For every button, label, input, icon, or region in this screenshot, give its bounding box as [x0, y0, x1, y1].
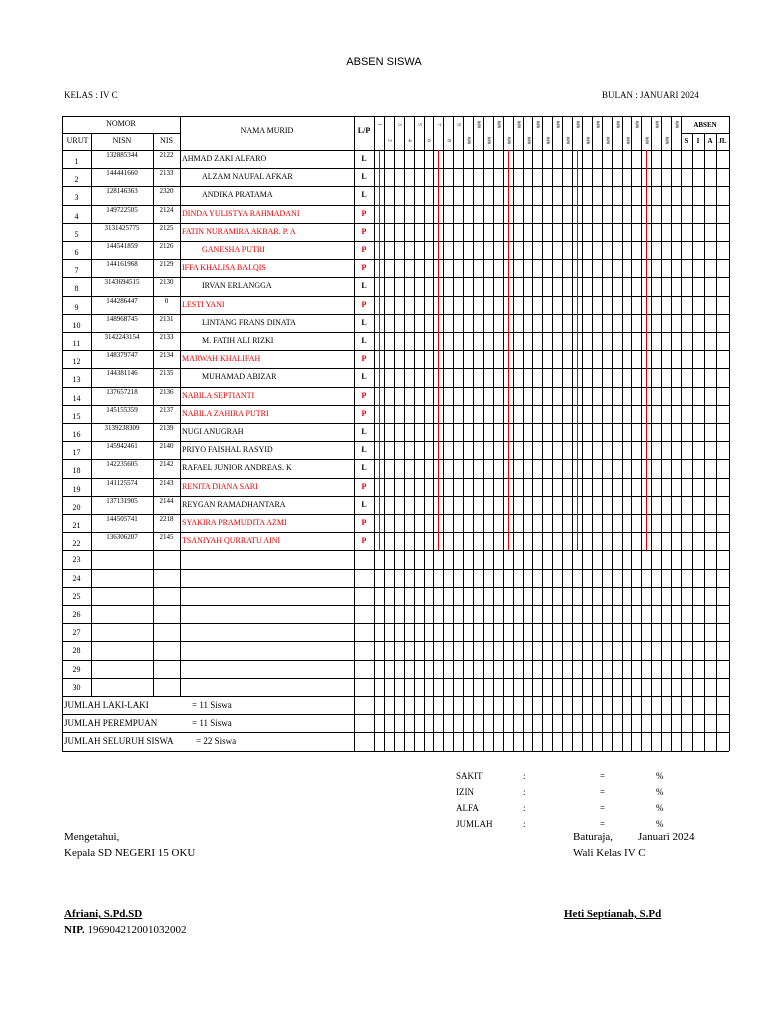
- row-nisn: 148379747: [106, 351, 138, 360]
- row-name: M. FATIH ALI RIZKI: [202, 336, 274, 345]
- day-header: ###: [653, 120, 659, 129]
- row-nisn: 3143694515: [104, 278, 140, 287]
- row-number: 12: [72, 357, 81, 367]
- row-nis: 2143: [159, 478, 174, 487]
- header-nis: NIS: [160, 136, 173, 145]
- row-gender: P: [361, 408, 367, 418]
- row-name: MARWAH KHALIFAH: [182, 354, 261, 364]
- row-number: 24: [72, 573, 81, 583]
- row-nis: 2134: [159, 351, 174, 360]
- row-number: 22: [72, 539, 81, 549]
- row-name: AHMAD ZAKI ALFARO: [182, 154, 267, 163]
- row-nis: 2131: [159, 314, 174, 323]
- row-nisn: 149722505: [106, 205, 138, 214]
- row-nis: 2130: [159, 278, 174, 287]
- row-name: NABILA SEPTIANTI: [182, 390, 255, 400]
- page-title: ABSEN SISWA: [346, 56, 422, 68]
- day-header: 6: [425, 139, 431, 142]
- day-header: ###: [614, 120, 620, 129]
- row-gender: L: [361, 172, 367, 182]
- summary-label: JUMLAH LAKI-LAKI: [64, 700, 149, 710]
- day-header: ###: [574, 120, 580, 129]
- stat-pct: %: [656, 771, 664, 781]
- row-gender: L: [361, 372, 367, 382]
- row-number: 1: [74, 157, 79, 166]
- stat-eq: =: [600, 819, 606, 829]
- stat-eq: =: [600, 803, 606, 813]
- day-header: 7: [435, 123, 441, 126]
- day-header: 5: [416, 123, 422, 126]
- row-nisn: 136306207: [106, 533, 138, 542]
- stat-colon: :: [523, 819, 526, 829]
- grid-line: [704, 133, 705, 751]
- row-nis: 2144: [159, 496, 174, 505]
- row-gender: P: [361, 481, 367, 491]
- grid-line: [729, 116, 730, 751]
- grid-line: [671, 116, 672, 751]
- grid-line: [62, 751, 729, 752]
- row-gender: L: [361, 317, 367, 327]
- grid-line: [374, 116, 375, 751]
- homeroom-name: Heti Septianah, S.Pd: [564, 908, 662, 920]
- grid-line: [404, 116, 405, 751]
- row-name: NABILA ZAHIRA PUTRI: [182, 408, 269, 418]
- row-nisn: 132885344: [106, 151, 138, 159]
- grid-line: [661, 116, 662, 751]
- header-lp: L/P: [357, 126, 371, 135]
- day-header: ###: [594, 120, 600, 129]
- row-nisn: 141125574: [106, 478, 138, 487]
- row-gender: P: [361, 263, 367, 273]
- grid-line: [542, 116, 543, 751]
- day-header: ###: [673, 120, 679, 129]
- row-nis: 2122: [159, 151, 174, 159]
- row-number: 25: [72, 591, 81, 601]
- day-header: 9: [455, 123, 461, 126]
- grid-line: [716, 133, 717, 751]
- stat-label: JUMLAH: [456, 819, 493, 829]
- weekend-marker-line: [577, 150, 578, 550]
- day-header: ###: [663, 136, 669, 145]
- row-gender: L: [361, 427, 367, 436]
- acknowledged-label: Mengetahui,: [64, 831, 120, 843]
- grid-line: [394, 116, 395, 751]
- row-name: ANDIKA PRATAMA: [202, 190, 273, 200]
- weekend-marker-line: [438, 150, 439, 550]
- row-nisn: 137131905: [106, 496, 138, 505]
- row-nisn: 144381146: [106, 369, 138, 378]
- header-i: I: [696, 137, 700, 145]
- row-gender: P: [361, 390, 367, 400]
- grid-line: [62, 623, 729, 624]
- place-label: Baturaja,: [573, 831, 614, 843]
- summary-value: = 22 Siswa: [196, 736, 237, 747]
- row-nisn: 3142243154: [104, 333, 140, 341]
- day-header: ###: [584, 136, 590, 145]
- day-header: 1: [376, 123, 382, 126]
- row-number: 3: [74, 193, 79, 203]
- principal-title: Kepala SD NEGERI 15 OKU: [64, 847, 196, 859]
- row-gender: P: [361, 536, 367, 546]
- grid-line: [62, 550, 729, 551]
- grid-line: [651, 116, 652, 751]
- row-number: 15: [72, 411, 81, 421]
- row-number: 6: [74, 248, 79, 257]
- row-nis: 2129: [159, 260, 174, 269]
- grid-line: [641, 116, 642, 751]
- row-name: RAFAEL JUNIOR ANDREAS. K: [182, 463, 292, 473]
- row-name: DINDA YULISTYA RAHMADANI: [182, 208, 300, 218]
- grid-line: [62, 133, 180, 134]
- row-name: RENITA DIANA SARI: [182, 481, 258, 491]
- day-header: ###: [465, 136, 471, 145]
- row-nis: 2133: [159, 169, 174, 178]
- row-gender: L: [361, 463, 367, 473]
- summary-value: = 11 Siswa: [192, 718, 232, 729]
- row-gender: P: [361, 299, 367, 309]
- grid-line: [483, 116, 484, 751]
- weekend-marker-line: [508, 150, 509, 550]
- principal-name: Afriani, S.Pd.SD: [64, 908, 143, 920]
- row-nis: 2125: [159, 223, 174, 232]
- row-gender: L: [361, 499, 367, 509]
- row-gender: L: [361, 154, 367, 163]
- stat-eq: =: [600, 771, 606, 781]
- grid-line: [62, 116, 729, 117]
- header-absen: ABSEN: [693, 121, 717, 129]
- grid-line: [62, 569, 729, 570]
- row-nis: 0: [164, 296, 169, 305]
- day-header: 8: [445, 139, 451, 142]
- grid-line: [62, 696, 729, 697]
- day-header: ###: [485, 136, 491, 145]
- day-header: 2: [386, 139, 392, 142]
- stat-colon: :: [523, 803, 526, 813]
- row-nis: 2124: [159, 205, 174, 214]
- row-gender: L: [361, 190, 367, 200]
- row-nis: 2133: [159, 333, 174, 341]
- grid-line: [681, 116, 682, 751]
- row-number: 28: [72, 646, 81, 656]
- grid-line: [463, 116, 464, 751]
- row-number: 21: [72, 521, 81, 530]
- grid-line: [681, 133, 729, 134]
- row-nis: 2139: [159, 424, 174, 432]
- row-number: 23: [72, 555, 81, 565]
- day-header: ###: [525, 136, 530, 145]
- grid-line: [62, 660, 729, 661]
- row-name: IRVAN ERLANGGA: [202, 281, 272, 291]
- day-header: 3: [396, 123, 402, 126]
- row-gender: P: [361, 354, 367, 364]
- summary-value: = 11 Siswa: [192, 700, 232, 710]
- row-number: 2: [74, 175, 79, 185]
- stat-label: ALFA: [456, 803, 479, 813]
- grid-line: [582, 116, 583, 751]
- grid-line: [433, 116, 434, 751]
- row-name: TSANIYAH QURRATU AINI: [182, 536, 281, 546]
- principal-nip: [64, 924, 186, 936]
- row-number: 10: [72, 320, 81, 330]
- grid-line: [384, 116, 385, 751]
- row-number: 18: [72, 466, 81, 476]
- row-nisn: 145942461: [106, 442, 138, 451]
- grid-line: [473, 116, 474, 751]
- row-nisn: 145155359: [106, 405, 138, 414]
- grid-line: [414, 116, 415, 751]
- row-nis: 2140: [159, 442, 174, 451]
- row-name: FATIN NURAMIRA AKBAR. P. A: [182, 226, 296, 236]
- row-gender: P: [361, 518, 367, 527]
- grid-line: [612, 116, 613, 751]
- row-name: PRIYO FAISHAL RASYID: [182, 445, 273, 455]
- date-label: Januari 2024: [638, 831, 695, 843]
- homeroom-title: Wali Kelas IV C: [573, 847, 646, 859]
- stat-pct: %: [656, 803, 664, 813]
- row-number: 5: [74, 229, 79, 239]
- row-name: GANESHA PUTRI: [202, 245, 265, 254]
- grid-line: [62, 641, 729, 642]
- month-label: BULAN : JANUARI 2024: [602, 90, 699, 100]
- row-gender: L: [361, 445, 367, 455]
- header-nomor: NOMOR: [106, 119, 136, 128]
- header-nisn: NISN: [112, 136, 132, 145]
- day-header: ###: [534, 120, 540, 129]
- header-s: S: [684, 137, 689, 145]
- grid-line: [562, 116, 563, 751]
- class-label: KELAS : IV C: [64, 90, 118, 100]
- row-number: 29: [72, 664, 81, 674]
- day-header: ###: [515, 120, 521, 129]
- row-number: 17: [72, 448, 81, 458]
- row-nis: 2137: [159, 405, 174, 414]
- grid-line: [503, 116, 504, 751]
- day-header: ###: [633, 120, 639, 129]
- row-number: 26: [72, 610, 81, 619]
- stat-colon: :: [523, 771, 526, 781]
- stat-colon: :: [523, 787, 526, 797]
- row-number: 30: [72, 682, 81, 692]
- grid-line: [572, 116, 573, 751]
- grid-line: [91, 133, 92, 696]
- row-gender: P: [361, 245, 367, 254]
- row-nisn: 144161968: [106, 260, 138, 269]
- grid-line: [513, 116, 514, 751]
- header-nama: NAMA MURID: [240, 126, 294, 135]
- grid-line: [622, 116, 623, 751]
- day-header: ###: [505, 136, 511, 145]
- row-gender: L: [361, 336, 367, 345]
- grid-line: [592, 116, 593, 751]
- row-nisn: 137657218: [106, 387, 138, 396]
- grid-line: [493, 116, 494, 751]
- row-number: 20: [72, 502, 81, 512]
- row-nis: 2136: [159, 387, 174, 396]
- row-name: LINTANG FRANS DINATA: [202, 317, 296, 327]
- row-nis: 2320: [159, 187, 174, 196]
- row-nisn: 144541859: [106, 242, 138, 250]
- grid-line: [153, 133, 154, 696]
- stat-pct: %: [656, 819, 664, 829]
- grid-line: [180, 116, 181, 696]
- row-number: 4: [74, 211, 79, 221]
- grid-line: [62, 678, 729, 679]
- row-gender: P: [361, 208, 367, 218]
- day-header: ###: [495, 120, 501, 129]
- weekend-marker-line: [646, 150, 647, 550]
- day-header: ###: [604, 136, 610, 145]
- header-jl: JL: [718, 137, 727, 145]
- day-header: ###: [564, 136, 570, 145]
- row-nisn: 142235605: [106, 460, 138, 469]
- grid-line: [631, 116, 632, 751]
- stat-pct: %: [656, 787, 664, 797]
- row-number: 11: [72, 339, 81, 348]
- row-name: NUGI ANUGRAH: [182, 427, 244, 436]
- row-nisn: 144286447: [106, 296, 138, 305]
- day-header: ###: [544, 136, 550, 145]
- row-number: 27: [72, 628, 81, 638]
- grid-line: [62, 605, 729, 606]
- row-nisn: 128146363: [106, 187, 138, 196]
- day-header: ###: [475, 120, 481, 129]
- day-header: ###: [624, 136, 630, 145]
- row-number: 7: [74, 266, 79, 276]
- row-name: IFFA KHALISA BALQIS: [182, 263, 266, 273]
- header-a: A: [707, 137, 713, 145]
- stat-label: IZIN: [456, 787, 474, 797]
- header-urut: URUT: [66, 136, 89, 145]
- row-nis: 2145: [159, 533, 174, 542]
- row-number: 16: [72, 430, 81, 439]
- nip-value: 196904212001032002: [87, 924, 187, 936]
- row-nisn: 144441660: [106, 169, 138, 178]
- row-number: 19: [72, 484, 81, 494]
- summary-label: JUMLAH SELURUH SISWA: [64, 736, 174, 747]
- row-name: REYGAN RAMADHANTARA: [182, 499, 286, 509]
- grid-line: [523, 116, 524, 751]
- row-nisn: 3131425775: [104, 223, 140, 232]
- row-number: 13: [72, 375, 81, 385]
- row-name: SYAKIRA PRAMUDITA AZMI: [182, 518, 287, 527]
- grid-line: [692, 133, 693, 751]
- day-header: ###: [554, 120, 560, 129]
- row-number: 14: [72, 393, 81, 403]
- row-gender: P: [361, 226, 367, 236]
- summary-label: JUMLAH PEREMPUAN: [64, 718, 158, 729]
- stat-label: SAKIT: [456, 771, 483, 781]
- row-nis: 2218: [159, 515, 174, 523]
- day-header: 4: [406, 139, 412, 142]
- grid-line: [602, 116, 603, 751]
- grid-line: [62, 587, 729, 588]
- row-nisn: 144505741: [106, 515, 138, 523]
- row-nis: 2135: [159, 369, 174, 378]
- grid-line: [532, 116, 533, 751]
- grid-line: [443, 116, 444, 751]
- grid-line: [424, 116, 425, 751]
- stat-eq: =: [600, 787, 606, 797]
- row-number: 8: [74, 284, 79, 294]
- row-number: 9: [74, 302, 79, 312]
- row-name: LESTI YANI: [182, 299, 225, 309]
- weekend-marker-line: [379, 150, 380, 550]
- grid-line: [62, 714, 729, 715]
- row-nis: 2142: [159, 460, 174, 469]
- day-header: ###: [643, 136, 649, 145]
- nip-label: NIP.: [64, 924, 85, 936]
- row-nis: 2126: [159, 242, 174, 250]
- row-gender: L: [361, 281, 367, 291]
- row-nisn: 3139238309: [104, 424, 140, 432]
- row-nisn: 148968745: [106, 314, 138, 323]
- grid-line: [552, 116, 553, 751]
- grid-line: [453, 116, 454, 751]
- grid-line: [62, 732, 729, 733]
- row-name: MUHAMAD ABIZAR: [202, 372, 277, 382]
- row-name: ALZAM NAUFAL AFKAR: [202, 172, 293, 182]
